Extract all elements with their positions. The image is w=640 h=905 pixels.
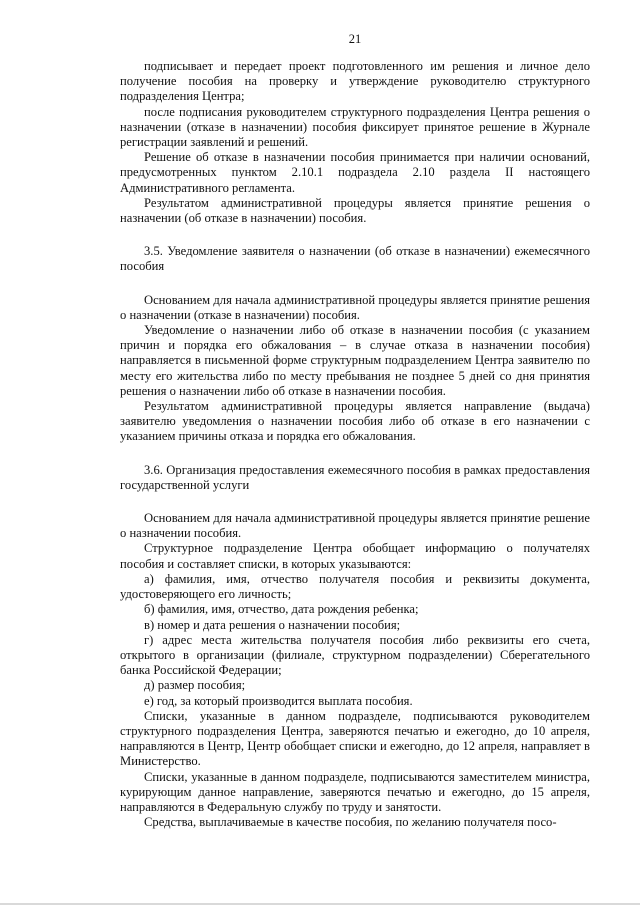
list-item: в) номер и дата решения о назначении пособия; (144, 617, 401, 632)
paragraph: Списки, указанные в данном подразделе, подписываются заместителем министра, курирующим данное направление, заверяются печатью и ежегодно, до 15 апреля, направляются в Федеральную службу по труду и занятости. (120, 769, 590, 814)
paragraph: Основанием для начала административной процедуры является принятие решение о назначении пособия. (120, 511, 590, 541)
page-number: 21 (348, 32, 362, 46)
paragraph: подписывает и передает проект подготовленного им решения и личное дело получение пособия на проверку и утверждение руководителю структурного подразделения Центра; (120, 59, 590, 104)
list-item: г) адрес места жительства получателя пособия либо реквизиты его счета, открытого в организации (филиале, структурном подразделении) Сберегательного банка Российской Федерации; (120, 632, 590, 678)
list-item: д) размер пособия; (144, 678, 246, 693)
paragraph: Решение об отказе в назначении пособия принимается при наличии оснований, предусмотренных пунктом 2.10.1 подраздела 2.10 раздела II настоящего Административного регламента. (120, 150, 590, 195)
paragraph: Списки, указанные в данном подразделе, подписываются руководителем структурного подразделения Центра, заверяются печатью и ежегодно, до 10 апреля, направляются в Центр, Центр обобщает списки и ежегодно, до 12 апреля, направляет в Министерство. (120, 708, 590, 769)
paragraph: Уведомление о назначении либо об отказе в назначении пособия (с указанием причин и порядка его обжалования – в случае отказа в назначении пособия) направляется в письменной форме структурным подразделением Центра заявителю по месту его жительства либо по месту пребывания не позднее 5 дней со дня принятия решения о назначении либо об отказе в назначении пособия. (120, 323, 590, 398)
list-item: а) фамилия, имя, отчество получателя пособия и реквизиты документа, удостоверяющего его личность; (120, 571, 590, 602)
paragraph: Структурное подразделение Центра обобщает информацию о получателях пособия и составляет списки, в которых указываются: (120, 541, 590, 571)
list-item: е) год, за который производится выплата пособия. (144, 693, 413, 708)
list-item: б) фамилия, имя, отчество, дата рождения ребенка; (144, 602, 419, 617)
section-heading-3-6: 3.6. Организация предоставления ежемесячного пособия в рамках предоставления государственной услуги (120, 462, 590, 492)
paragraph: после подписания руководителем структурного подразделения Центра решения о назначении (отказе в назначении) пособия фиксирует принятое решение в Журнале регистрации заявлений и решений. (120, 104, 590, 150)
paragraph: Основанием для начала административной процедуры является принятие решения о назначении (отказе в назначении) пособия. (120, 292, 590, 322)
section-heading-3-5: 3.5. Уведомление заявителя о назначении (об отказе в назначении) ежемесячного пособия (120, 244, 590, 274)
paragraph: Результатом административной процедуры является направление (выдача) заявителю уведомления о назначении пособия либо об отказе в его назначении с указанием причины отказа и порядка его обжалования. (120, 399, 590, 444)
paragraph: Результатом административной процедуры является принятие решения о назначении (об отказе в назначении) пособия. (120, 195, 590, 226)
paragraph: Средства, выплачиваемые в качестве пособия, по желанию получателя посо- (144, 815, 557, 830)
